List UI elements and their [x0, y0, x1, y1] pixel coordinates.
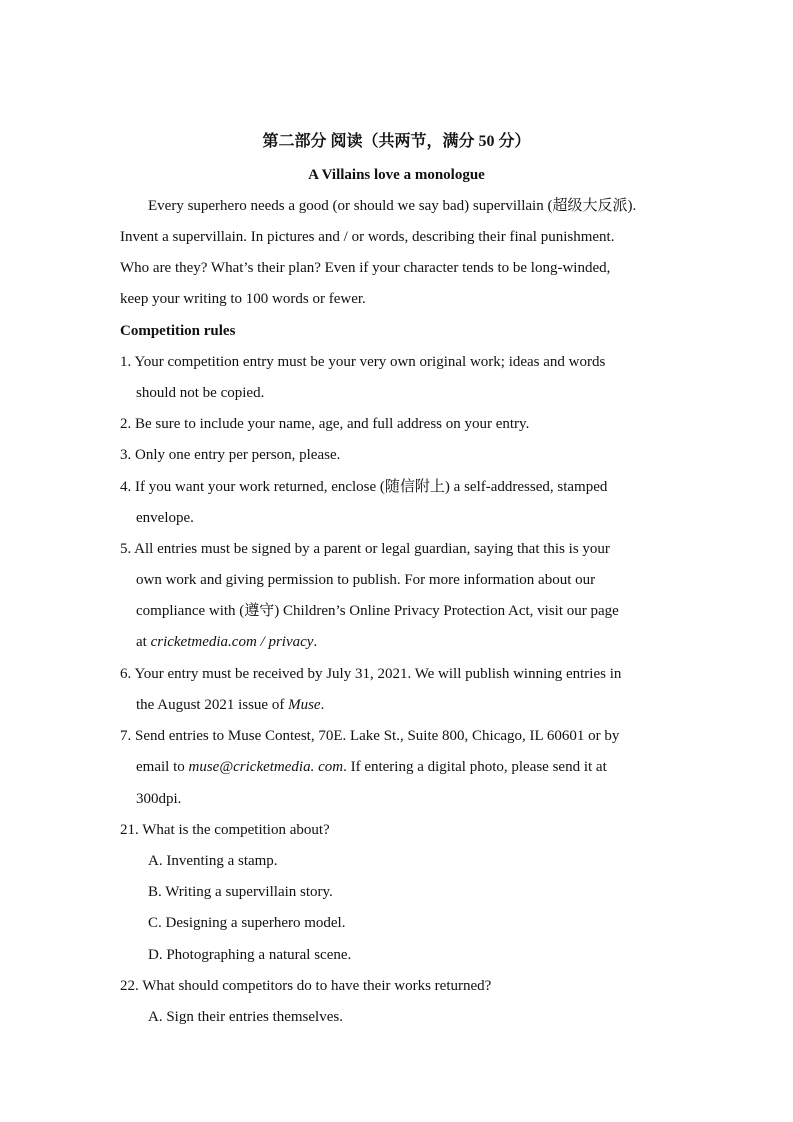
question-21-option-b: B. Writing a supervillain story.: [148, 884, 333, 900]
intro-line-1: Every superhero needs a good (or should we say bad) supervillain (超级大反派).: [148, 198, 637, 214]
rule-7-line-1: 7. Send entries to Muse Contest, 70E. Lake St., Suite 800, Chicago, IL 60601 or by: [120, 728, 620, 744]
rule-4-line-1: 4. If you want your work returned, enclose (随信附上) a self-addressed, stamped: [120, 479, 608, 495]
rule-7-prefix: email to: [136, 759, 189, 775]
rule-7-suffix: . If entering a digital photo, please send it at: [343, 759, 607, 775]
question-21-option-a: A. Inventing a stamp.: [148, 853, 278, 869]
rule-6-suffix: .: [320, 697, 325, 713]
contest-email-link[interactable]: muse@cricketmedia. com: [188, 759, 344, 775]
rule-5-line-2: own work and giving permission to publish. For more information about our: [136, 572, 596, 588]
rule-5-suffix: .: [313, 634, 318, 650]
rule-5-line-4: [136, 632, 317, 652]
rule-5-line-1: 5. All entries must be signed by a parent or legal guardian, saying that this is your: [120, 541, 610, 557]
rule-5-prefix: at: [136, 634, 151, 650]
rule-7-line-2: [136, 757, 607, 777]
rule-1-line-2: should not be copied.: [136, 385, 265, 401]
rules-heading: Competition rules: [120, 323, 236, 339]
section-title: 第二部分 阅读（共两节，满分 50 分）: [262, 133, 531, 150]
passage-title: A Villains love a monologue: [308, 167, 485, 183]
rule-3: 3. Only one entry per person, please.: [120, 447, 341, 463]
question-22: 22. What should competitors do to have their works returned?: [120, 978, 492, 994]
rule-6-line-2: [136, 695, 324, 715]
intro-line-4: keep your writing to 100 words or fewer.: [120, 291, 366, 307]
rule-6-line-1: 6. Your entry must be received by July 31, 2021. We will publish winning entries in: [120, 666, 622, 682]
rule-7-line-3: 300dpi.: [136, 791, 182, 807]
question-21-option-c: C. Designing a superhero model.: [148, 915, 346, 931]
rule-5-line-3: compliance with (遵守) Children’s Online Privacy Protection Act, visit our page: [136, 603, 619, 619]
intro-line-2: Invent a supervillain. In pictures and / or words, describing their final punishment.: [120, 229, 615, 245]
question-21-option-d: D. Photographing a natural scene.: [148, 947, 352, 963]
intro-line-3: Who are they? What’s their plan? Even if your character tends to be long-winded,: [120, 260, 611, 276]
magazine-name: Muse: [288, 697, 321, 713]
question-22-option-a: A. Sign their entries themselves.: [148, 1009, 343, 1025]
privacy-link[interactable]: cricketmedia.com / privacy: [150, 634, 314, 650]
rule-6-prefix: the August 2021 issue of: [136, 697, 289, 713]
rule-1-line-1: 1. Your competition entry must be your very own original work; ideas and words: [120, 354, 606, 370]
question-21: 21. What is the competition about?: [120, 822, 330, 838]
rule-2: 2. Be sure to include your name, age, and full address on your entry.: [120, 416, 530, 432]
rule-4-line-2: envelope.: [136, 510, 194, 526]
